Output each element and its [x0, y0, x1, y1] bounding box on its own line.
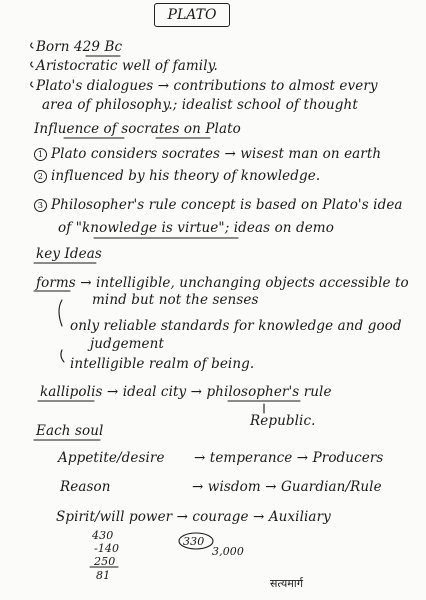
calc-num-b: -140	[94, 542, 120, 555]
point-1	[34, 148, 381, 162]
wisdom-mapping: → wisdom → Guardian/Rule	[192, 479, 382, 495]
forms-line-2: mind but not the senses	[92, 292, 259, 308]
side-number: 3,000	[212, 545, 244, 558]
reliable-line-2: judgement	[90, 336, 164, 352]
calc-num-a: 430	[92, 529, 114, 542]
number-2-badge: 2	[34, 170, 47, 183]
each-soul-heading: Each soul	[36, 423, 104, 439]
temperance-mapping: → temperance → Producers	[194, 450, 384, 466]
signature: सत्यमार्ग	[270, 577, 304, 590]
spirit-line: Spirit/will power → courage → Auxiliary	[56, 509, 331, 525]
point-1-text: Plato considers socrates → wisest man on earth	[51, 146, 382, 162]
reason-label: Reason	[60, 479, 111, 495]
republic-label: Republic.	[250, 413, 316, 429]
number-1-badge: 1	[34, 148, 47, 161]
point-2-text: influenced by his theory of knowledge.	[51, 168, 321, 184]
aristocratic-line: Aristocratic well of family.	[36, 58, 218, 74]
realm-line: intelligible realm of being.	[70, 356, 255, 372]
number-3-badge: 3	[34, 199, 47, 212]
bracket-mark	[59, 300, 62, 326]
point-3	[34, 199, 403, 213]
circled-number: 330	[183, 535, 205, 548]
point-3-text: Philosopher's rule concept is based on Plato's idea	[51, 197, 403, 213]
born-line: Born 429 Bc	[36, 39, 123, 55]
appetite-label: Appetite/desire	[58, 450, 165, 466]
key-ideas-heading: key Ideas	[36, 246, 102, 262]
forms-line-1: forms → intelligible, unchanging objects accessible to	[36, 275, 409, 291]
bracket-mark	[61, 350, 64, 362]
calc-num-d: 81	[96, 569, 111, 582]
point-3-continued: of "knowledge is virtue"; ideas on demo	[58, 220, 334, 236]
point-2	[34, 170, 320, 184]
reliable-line-1: only reliable standards for knowledge and good	[70, 318, 402, 334]
bullet-mark	[31, 82, 33, 87]
calc-num-c: 250	[94, 555, 116, 568]
bullet-mark	[31, 62, 33, 67]
dialogues-line-2: area of philosophy.; idealist school of thought	[42, 97, 358, 113]
dialogues-line-1: Plato's dialogues → contributions to almost every	[36, 78, 378, 94]
influence-heading: Influence of socrates on Plato	[34, 121, 241, 137]
kallipolis-line: kallipolis → ideal city → philosopher's rule	[40, 384, 332, 400]
page-title: PLATO	[154, 3, 230, 27]
bullet-mark	[31, 43, 33, 48]
